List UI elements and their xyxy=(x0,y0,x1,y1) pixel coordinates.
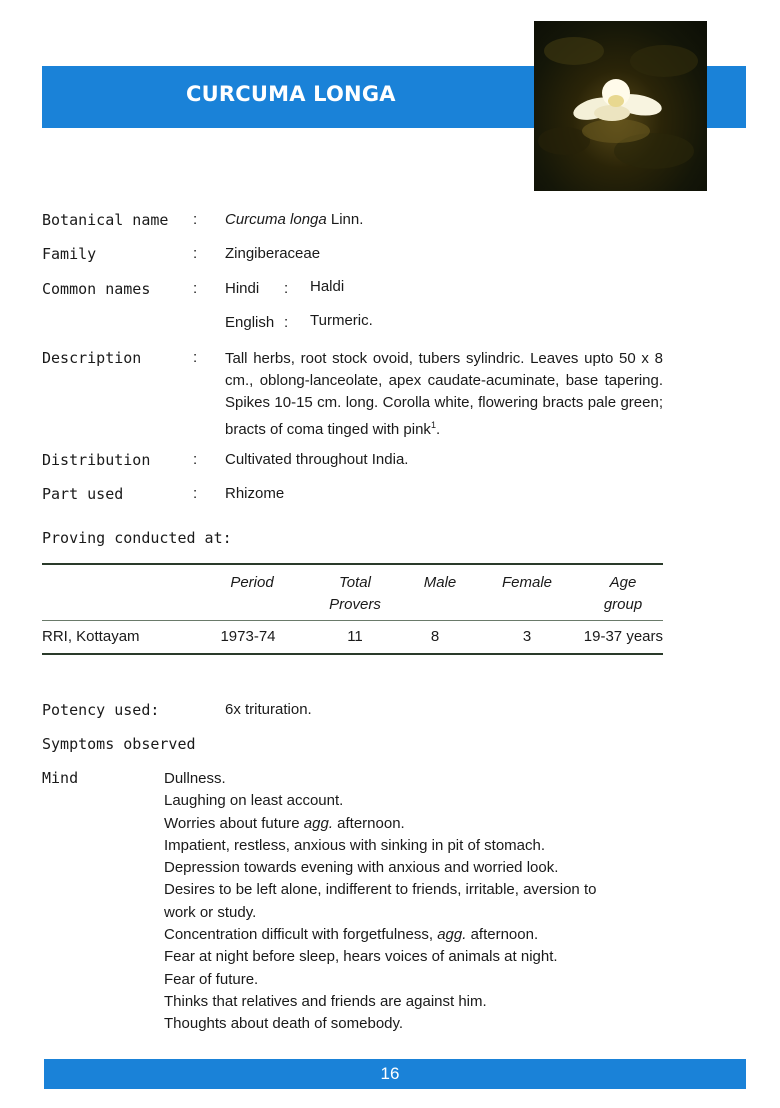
botanical-name-italic: Curcuma longa xyxy=(225,211,327,228)
common-names-label: Common names xyxy=(42,280,151,298)
list-item-em: agg. xyxy=(437,926,467,944)
row-period: 1973-74 xyxy=(220,628,276,645)
list-item-post: afternoon. xyxy=(333,814,405,832)
colon: : xyxy=(193,349,198,366)
header-female: Female xyxy=(501,574,553,591)
list-item-em: agg. xyxy=(303,814,333,832)
mind-label: Mind xyxy=(42,769,79,787)
proving-title: Proving conducted at: xyxy=(42,529,232,547)
distribution-label: Distribution xyxy=(42,451,151,469)
botanical-name-value xyxy=(225,209,363,231)
table-top-rule xyxy=(42,563,663,565)
colon: : xyxy=(284,314,289,331)
header-age xyxy=(583,572,663,616)
distribution-value: Cultivated throughout India. xyxy=(225,451,409,468)
header-total-line1: Total xyxy=(339,574,371,591)
description-value xyxy=(225,348,663,441)
colon: : xyxy=(193,211,198,228)
list-item: Impatient, restless, anxious with sinking in pit of stomach. xyxy=(164,836,546,854)
footnote-marker: 1 xyxy=(430,420,436,430)
page-number: 16 xyxy=(380,1064,400,1083)
header-male: Male xyxy=(423,574,457,591)
mind-symptoms-list xyxy=(164,768,664,1036)
list-item: Thinks that relatives and friends are against him. xyxy=(164,992,487,1010)
hindi-label: Hindi xyxy=(225,280,260,297)
botanical-name-label: Botanical name xyxy=(42,211,169,229)
row-age: 19-37 years xyxy=(583,628,663,645)
row-male: 8 xyxy=(430,628,440,645)
family-value: Zingiberaceae xyxy=(225,245,321,262)
list-item-pre: Worries about future xyxy=(164,814,304,832)
header-total-line2: Provers xyxy=(329,596,381,613)
family-label: Family xyxy=(42,245,97,263)
row-place: RRI, Kottayam xyxy=(42,628,140,645)
row-female: 3 xyxy=(522,628,532,645)
hindi-value: Haldi xyxy=(310,278,345,295)
colon: : xyxy=(193,245,198,262)
list-item xyxy=(164,924,664,946)
list-item: Depression towards evening with anxious and worried look. xyxy=(164,859,559,877)
header-total xyxy=(315,572,395,616)
row-total: 11 xyxy=(347,628,363,645)
potency-label: Potency used: xyxy=(42,701,160,719)
potency-value: 6x trituration. xyxy=(225,701,312,718)
turmeric-flower-photo xyxy=(534,21,707,191)
header-age-line2: group xyxy=(603,596,643,613)
list-item: Fear of future. xyxy=(164,970,259,988)
part-used-label: Part used xyxy=(42,485,124,503)
table-bottom-rule xyxy=(42,653,663,655)
english-value: Turmeric. xyxy=(310,312,373,329)
list-item: Laughing on least account. xyxy=(164,792,344,810)
header-period: Period xyxy=(230,574,274,591)
list-item: Dullness. xyxy=(164,770,226,787)
description-end: . xyxy=(435,421,441,438)
description-text: Tall herbs, root stock ovoid, tubers sylindric. Leaves upto 50 x 8 cm., oblong-lanceolate, apex caudate-acuminate, base tapering. Spikes 10-15 cm. long. Corolla white, flowering bracts pale green; bracts of coma tinged with pink xyxy=(225,350,663,438)
table-header-rule xyxy=(42,620,663,621)
part-used-value: Rhizome xyxy=(225,485,285,502)
colon: : xyxy=(193,451,198,468)
list-item xyxy=(164,813,664,835)
colon: : xyxy=(193,280,198,297)
description-label: Description xyxy=(42,349,142,367)
botanical-name-author: Linn. xyxy=(326,211,364,228)
flower-illustration xyxy=(534,21,707,191)
header-age-line1: Age xyxy=(609,574,637,591)
list-item: Thoughts about death of somebody. xyxy=(164,1015,404,1033)
english-label: English xyxy=(225,314,275,331)
list-item-post: afternoon. xyxy=(466,926,539,944)
list-item: Desires to be left alone, indifferent to friends, irritable, aversion to xyxy=(164,881,597,899)
list-item: work or study. xyxy=(164,903,257,921)
page-title: CURCUMA LONGA xyxy=(186,82,396,106)
colon: : xyxy=(193,485,198,502)
colon: : xyxy=(284,280,289,297)
list-item-pre: Concentration difficult with forgetfulness, xyxy=(164,926,438,944)
symptoms-title: Symptoms observed xyxy=(42,735,196,753)
list-item: Fear at night before sleep, hears voices of animals at night. xyxy=(164,948,558,966)
